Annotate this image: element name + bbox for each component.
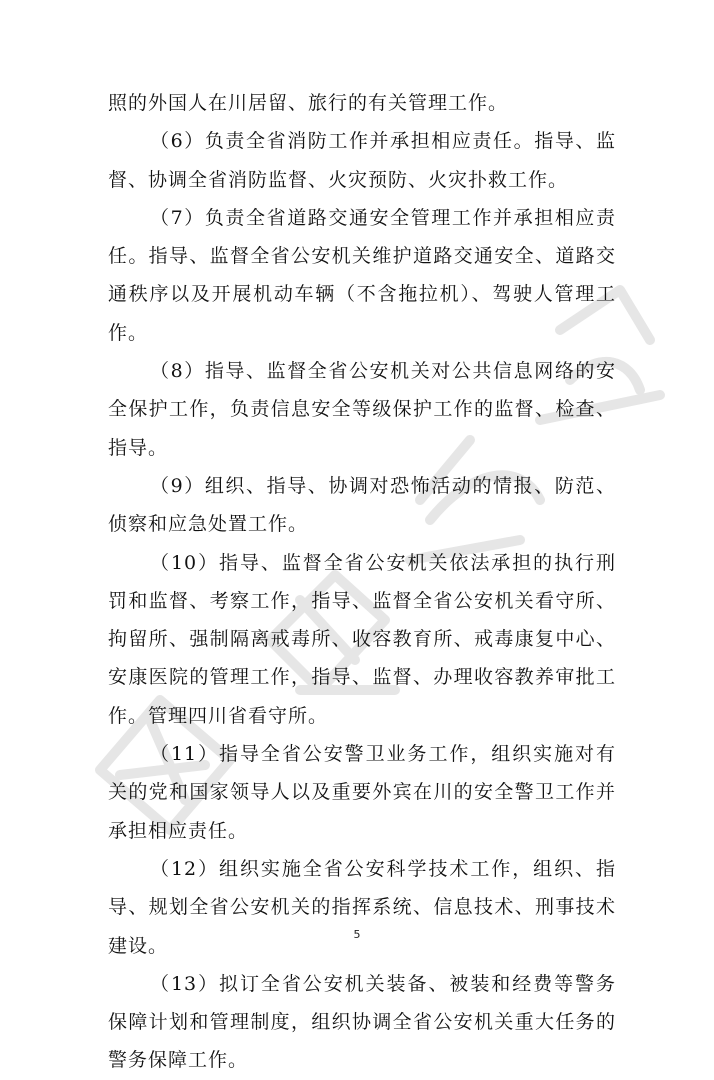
paragraph-continuation: 照的外国人在川居留、旅行的有关管理工作。 [108, 92, 509, 114]
paragraph-item-7: （7）负责全省道路交通安全管理工作并承担相应责任。指导、监督全省公安机关维护道路交通安全、道路交通秩序以及开展机动车辆（不含拖拉机）、驾驶人管理工作。 [108, 206, 616, 344]
paragraph-item-10: （10）指导、监督全省公安机关依法承担的执行刑罚和监督、考察工作，指导、监督全省公安机关看守所、拘留所、强制隔离戒毒所、收容教育所、戒毒康复中心、安康医院的管理工作，指导、监督、办理收容教养审批工作。管理四川省看守所。 [108, 551, 616, 727]
paragraph-item-8: （8）指导、监督全省公安机关对公共信息网络的安全保护工作，负责信息安全等级保护工作的监督、检查、指导。 [108, 360, 616, 459]
page-number: 5 [353, 928, 361, 941]
paragraph-item-6: （6）负责全省消防工作并承担相应责任。指导、监督、协调全省消防监督、火灾预防、火灾扑救工作。 [108, 130, 616, 191]
paragraph-item-13: （13）拟订全省公安机关装备、被装和经费等警务保障计划和管理制度，组织协调全省公安机关重大任务的警务保障工作。 [108, 972, 616, 1072]
paragraph-item-12: （12）组织实施全省公安科学技术工作，组织、指导、规划全省公安机关的指挥系统、信息技术、刑事技术建设。 [108, 857, 616, 957]
paragraph-item-11: （11）指导全省公安警卫业务工作，组织实施对有关的党和国家领导人以及重要外宾在川的安全警卫工作并承担相应责任。 [108, 743, 616, 842]
paragraph-item-9: （9）组织、指导、协调对恐怖活动的情报、防范、侦察和应急处置工作。 [108, 474, 616, 536]
